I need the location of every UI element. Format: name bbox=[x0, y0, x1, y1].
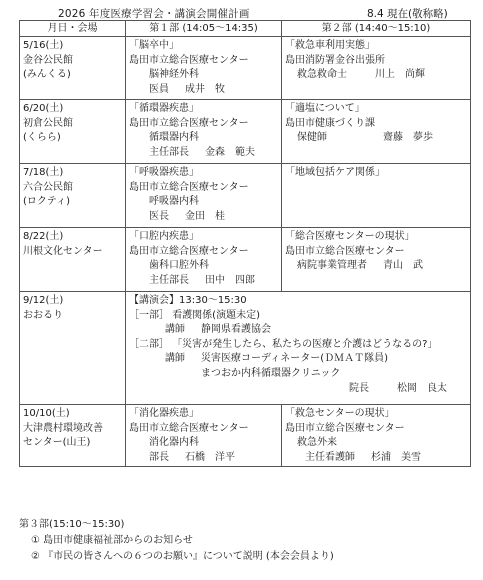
topic-title: 「総合医療センターの現状」 bbox=[285, 231, 415, 242]
event-date: 5/16(土) bbox=[23, 40, 64, 51]
speaker-name: 杉浦 美雪 bbox=[371, 451, 421, 463]
venue-name: 川根文化センター bbox=[23, 245, 103, 257]
speaker-org: 島田市立総合医療センター bbox=[129, 245, 249, 257]
topic-title: 「救急車利用実態」 bbox=[285, 40, 375, 51]
speaker-role: 医長 bbox=[149, 210, 169, 222]
speaker-name: 青山 武 bbox=[383, 260, 423, 272]
event-date: 7/18(土) bbox=[23, 167, 64, 178]
speaker-line bbox=[285, 131, 467, 146]
speaker-line bbox=[129, 274, 278, 289]
venue-name: 六合公民館 bbox=[23, 181, 73, 193]
lecture-part1-speaker bbox=[129, 323, 467, 338]
part2-cell bbox=[282, 228, 471, 292]
speaker-name: 石橋 洋平 bbox=[185, 451, 235, 463]
venue-name: おおるり bbox=[23, 309, 63, 321]
table-row bbox=[20, 292, 471, 405]
topic-title: 「循環器疾患」 bbox=[129, 103, 199, 114]
venue-cell bbox=[20, 405, 126, 467]
speaker-dept: 救急外来 bbox=[297, 437, 337, 449]
document-title: 2026 年度医療学習会・講演会開催計画 bbox=[58, 8, 250, 20]
speaker-role: 医員 bbox=[149, 83, 169, 95]
event-date: 10/10(土) bbox=[23, 408, 70, 419]
part1-cell bbox=[126, 405, 282, 467]
as-of-date: 8.4 現在(敬称略) bbox=[367, 8, 448, 20]
speaker-role: 講師 bbox=[165, 353, 185, 365]
speaker-position: 院長 bbox=[349, 382, 369, 394]
speaker-line bbox=[285, 451, 467, 466]
speaker-line bbox=[129, 83, 278, 98]
speaker-role: 主任部長 bbox=[149, 274, 189, 286]
speaker-role: 講師 bbox=[165, 324, 185, 336]
part3-section bbox=[19, 517, 470, 565]
header-part2: 第２部 (14:40～15:10) bbox=[282, 21, 471, 37]
speaker-name: 金森 範夫 bbox=[205, 146, 255, 158]
lecture-part2-label: ［二部］ bbox=[129, 338, 169, 350]
table-row bbox=[20, 405, 471, 467]
speaker-role: 主任看護師 bbox=[305, 451, 355, 463]
venue-subname: (ロクティ) bbox=[23, 196, 71, 208]
lecture-part1 bbox=[129, 309, 467, 324]
document-header bbox=[0, 6, 483, 20]
speaker-org: 島田市立総合医療センター bbox=[129, 422, 249, 434]
speaker-dept: 歯科口腔外科 bbox=[149, 260, 209, 272]
lecture-part2-title: 「災害が発生したら、私たちの医療と介護はどうなるの?」 bbox=[172, 338, 438, 350]
table-row bbox=[20, 37, 471, 100]
topic-title: 「救急センターの現状」 bbox=[285, 408, 395, 419]
header-part1: 第１部 (14:05～14:35) bbox=[126, 21, 282, 37]
schedule-table bbox=[19, 20, 471, 467]
part1-cell bbox=[126, 164, 282, 228]
venue-subname: (みんくる) bbox=[23, 69, 71, 81]
topic-title: 「消化器疾患」 bbox=[129, 408, 199, 419]
venue-subname: (くらら) bbox=[23, 132, 61, 144]
part2-cell bbox=[282, 164, 471, 228]
speaker-role: 救急救命士 bbox=[297, 69, 347, 81]
speaker-org: 島田市立総合医療センター bbox=[129, 181, 249, 193]
part2-cell bbox=[282, 100, 471, 164]
speaker-line bbox=[129, 210, 278, 225]
event-date: 8/22(土) bbox=[23, 231, 64, 242]
speaker-name: 金田 桂 bbox=[185, 210, 225, 222]
speaker-role: 部長 bbox=[149, 451, 169, 463]
part3-item: ② 『市民の皆さんへの６つのお願い』について説明 (本会会員より) bbox=[31, 551, 334, 562]
speaker-line bbox=[285, 68, 467, 83]
part2-cell bbox=[282, 405, 471, 467]
venue-subname: センター(山王) bbox=[23, 437, 91, 449]
speaker-line bbox=[129, 146, 278, 161]
speaker-name: 川上 尚輝 bbox=[375, 69, 425, 81]
venue-name: 大津農村環境改善 bbox=[23, 422, 103, 434]
speaker-line bbox=[129, 451, 278, 466]
table-row bbox=[20, 100, 471, 164]
part2-cell bbox=[282, 37, 471, 100]
venue-name: 金谷公民館 bbox=[23, 54, 73, 66]
venue-name: 初倉公民館 bbox=[23, 117, 73, 129]
table-row bbox=[20, 228, 471, 292]
part1-cell bbox=[126, 100, 282, 164]
lecture-cell bbox=[126, 292, 471, 405]
speaker-role: 主任部長 bbox=[149, 146, 189, 158]
table-row bbox=[20, 164, 471, 228]
speaker-org: 島田市健康づくり課 bbox=[285, 117, 375, 129]
speaker-name: 田中 四郎 bbox=[205, 274, 255, 286]
speaker-role: 病院事業管理者 bbox=[297, 260, 367, 272]
header-venue: 月日・会場 bbox=[20, 21, 126, 37]
lecture-heading: 【講演会】13:30～15:30 bbox=[129, 295, 247, 306]
venue-cell bbox=[20, 37, 126, 100]
speaker-clinic: まつおか内科循環器クリニック bbox=[201, 367, 341, 379]
speaker-org: 島田市立総合医療センター bbox=[129, 54, 249, 66]
speaker-dept: 循環器内科 bbox=[149, 132, 199, 144]
topic-title: 「地域包括ケア関係」 bbox=[285, 167, 385, 178]
venue-cell bbox=[20, 292, 126, 405]
venue-cell bbox=[20, 100, 126, 164]
lecture-part2 bbox=[129, 338, 467, 353]
lecture-part1-label: ［一部］ bbox=[129, 309, 169, 321]
speaker-dept: 脳神経外科 bbox=[149, 69, 199, 81]
speaker-org: 島田市立総合医療センター bbox=[129, 117, 249, 129]
speaker-role: 保健師 bbox=[297, 132, 327, 144]
speaker-name: 成井 牧 bbox=[185, 83, 225, 95]
topic-title: 「呼吸器疾患」 bbox=[129, 167, 199, 178]
event-date: 9/12(土) bbox=[23, 295, 64, 306]
part3-item: ① 島田市健康福祉部からのお知らせ bbox=[31, 535, 193, 546]
speaker-org: 島田市立総合医療センター bbox=[285, 422, 405, 434]
speaker-dept: 消化器内科 bbox=[149, 437, 199, 449]
speaker-name: 齋藤 夢歩 bbox=[383, 132, 433, 144]
part1-cell bbox=[126, 37, 282, 100]
speaker-name: 松岡 良太 bbox=[397, 382, 447, 394]
lecture-part2-speaker bbox=[129, 352, 467, 367]
speaker-org: 静岡県看護協会 bbox=[201, 324, 271, 336]
event-date: 6/20(土) bbox=[23, 103, 64, 114]
speaker-dept: 呼吸器内科 bbox=[149, 196, 199, 208]
topic-title: 「適塩について」 bbox=[285, 103, 365, 114]
speaker-org: 島田市立総合医療センター bbox=[285, 245, 405, 257]
speaker-line bbox=[129, 382, 467, 397]
venue-cell bbox=[20, 164, 126, 228]
lecture-part1-title: 看護関係(演題未定) bbox=[172, 309, 260, 321]
topic-title: 「脳卒中」 bbox=[129, 40, 179, 51]
table-header-row bbox=[20, 21, 471, 37]
speaker-org: 災害医療コーディネーター(ＤＭＡＴ隊員) bbox=[201, 353, 389, 365]
part1-cell bbox=[126, 228, 282, 292]
part3-heading: 第３部(15:10～15:30) bbox=[19, 519, 125, 530]
speaker-org: 島田消防署金谷出張所 bbox=[285, 54, 385, 66]
venue-cell bbox=[20, 228, 126, 292]
topic-title: 「口腔内疾患」 bbox=[129, 231, 199, 242]
speaker-line bbox=[285, 259, 467, 274]
